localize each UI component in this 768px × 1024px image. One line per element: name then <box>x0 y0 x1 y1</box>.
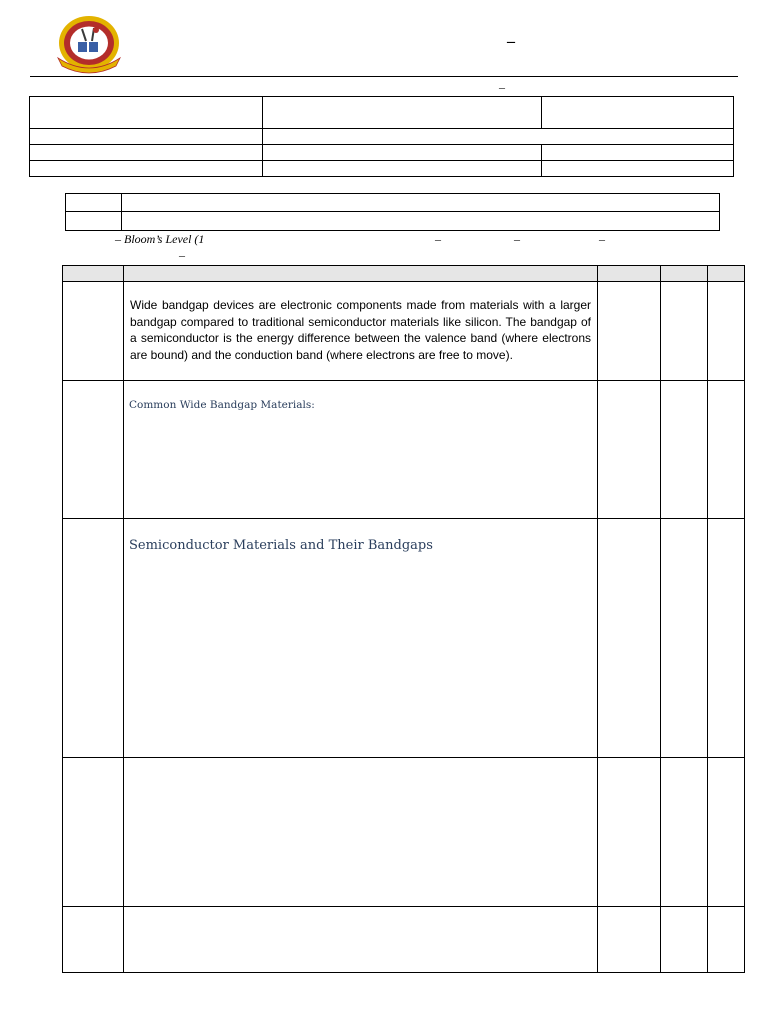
course-outcome-table <box>65 193 720 231</box>
marks-cell <box>598 282 661 381</box>
answer-cell <box>124 519 598 758</box>
marks-cell <box>598 519 661 758</box>
blooms-dash: – <box>179 248 185 262</box>
qno-cell <box>63 758 124 907</box>
co-cell <box>661 381 708 519</box>
outcome-cell <box>122 212 720 231</box>
bl-cell <box>708 758 745 907</box>
header-cell <box>708 266 745 282</box>
qno-cell <box>63 381 124 519</box>
header-cell <box>124 266 598 282</box>
blooms-dash: – <box>599 232 605 246</box>
college-emblem-icon <box>56 14 122 76</box>
header-cell <box>661 266 708 282</box>
header-cell <box>598 266 661 282</box>
qno-cell <box>63 907 124 973</box>
outcome-cell <box>66 212 122 231</box>
info-cell <box>542 161 734 177</box>
answer-cell <box>124 381 598 519</box>
exam-info-table <box>29 96 734 177</box>
bl-cell <box>708 282 745 381</box>
answer-cell <box>124 758 598 907</box>
info-cell <box>30 161 263 177</box>
answer-table <box>62 265 745 973</box>
info-cell <box>263 161 542 177</box>
table-row <box>63 907 745 973</box>
table-row <box>63 381 745 519</box>
materials-heading: Common Wide Bandgap Materials: <box>129 399 315 411</box>
info-cell <box>30 97 263 129</box>
table-row <box>63 519 745 758</box>
bandgaps-heading: Semiconductor Materials and Their Bandgaps <box>129 538 433 553</box>
info-cell <box>263 97 542 129</box>
blooms-dash: – <box>514 232 520 246</box>
info-cell <box>542 145 734 161</box>
subtitle-dash: – <box>499 80 505 94</box>
bl-cell <box>708 907 745 973</box>
outcome-cell <box>66 194 122 212</box>
co-cell <box>661 907 708 973</box>
table-row <box>63 282 745 381</box>
info-cell <box>542 97 734 129</box>
co-cell <box>661 282 708 381</box>
co-cell <box>661 758 708 907</box>
marks-cell <box>598 907 661 973</box>
info-cell <box>263 129 734 145</box>
outcome-cell <box>122 194 720 212</box>
marks-cell <box>598 381 661 519</box>
qno-cell <box>63 519 124 758</box>
qno-cell <box>63 282 124 381</box>
blooms-level-text: – Bloom’s Level (1 <box>115 232 205 246</box>
answer-cell <box>124 907 598 973</box>
bl-cell <box>708 381 745 519</box>
answer-cell <box>124 282 598 381</box>
bandgap-paragraph: Wide bandgap devices are electronic components made from materials with a larger bandgap compared to traditional semiconductor materials like silicon. The bandgap of a semiconductor is the energy difference between the valence band (where electrons are bound) and the conduction band (where electrons are free to move). <box>130 298 591 362</box>
header-cell <box>63 266 124 282</box>
header-divider <box>30 76 738 77</box>
info-cell <box>30 129 263 145</box>
co-cell <box>661 519 708 758</box>
info-cell <box>30 145 263 161</box>
title-dash: – <box>507 33 515 50</box>
blooms-dash: – <box>435 232 441 246</box>
bl-cell <box>708 519 745 758</box>
marks-cell <box>598 758 661 907</box>
info-cell <box>263 145 542 161</box>
table-row <box>63 758 745 907</box>
